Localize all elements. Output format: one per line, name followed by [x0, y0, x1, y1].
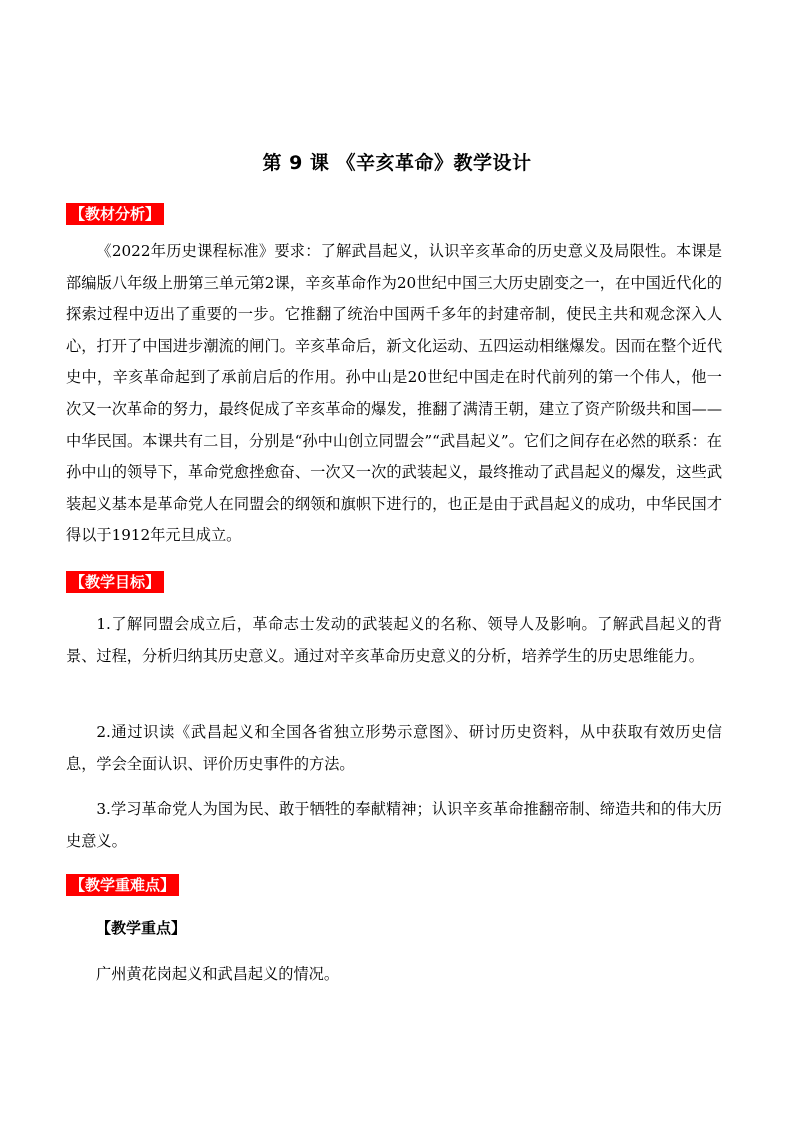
teaching-goal-paragraph-3: 3.学习革命党人为国为民、敢于牺牲的奉献精神；认识辛亥革命推翻帝制、缔造共和的伟大历史意义。 — [66, 800, 722, 850]
section-label-material-analysis: 【教材分析】 — [66, 203, 164, 225]
teaching-goal-paragraph-2: 2.通过识读《武昌起义和全国各省独立形势示意图》、研讨历史资料，从中获取有效历史信息，学会全面认识、评价历史事件的方法。 — [66, 723, 722, 773]
material-analysis-paragraph: 《2022年历史课程标准》要求：了解武昌起义，认识辛亥革命的历史意义及局限性。本课是部编版八年级上册第三单元第2课，辛亥革命作为20世纪中国三大历史剧变之一，在中国近代化的探索过程中迈出了重要的一步。它推翻了统治中国两千多年的封建帝制，使民主共和观念深入人心，打开了中国进步潮流的闸门。辛亥革命后，新文化运动、五四运动相继爆发。因而在整个近代史中，辛亥革命起到了承前启后的作用。孙中山是20世纪中国走在时代前列的第一个伟人，他一次又一次革命的努力，最终促成了辛亥革命的爆发，推翻了满清王朝，建立了资产阶级共和国——中华民国。本课共有二目，分别是“孙中山创立同盟会”“武昌起义”。它们之间存在必然的联系：在孙中山的领导下，革命党愈挫愈奋、一次又一次的武装起义，最终推动了武昌起义的爆发，这些武装起义基本是革命党人在同盟会的纲领和旗帜下进行的，也正是由于武昌起义的成功，中华民国才得以于1912年元旦成立。 — [66, 242, 722, 545]
section-label-key-difficult-points: 【教学重难点】 — [66, 874, 179, 896]
teaching-goal-paragraph-1: 1.了解同盟会成立后，革命志士发动的武装起义的名称、领导人及影响。了解武昌起义的背景、过程，分析归纳其历史意义。通过对辛亥革命历史意义的分析，培养学生的历史思维能力。 — [66, 615, 722, 665]
teaching-focus-line: 广州黄花岗起义和武昌起义的情况。 — [96, 965, 339, 983]
page-title: 第 9 课 《辛亥革命》教学设计 — [262, 152, 532, 174]
section-label-teaching-goals: 【教学目标】 — [66, 571, 164, 593]
sub-heading-teaching-focus: 【教学重点】 — [96, 919, 187, 937]
